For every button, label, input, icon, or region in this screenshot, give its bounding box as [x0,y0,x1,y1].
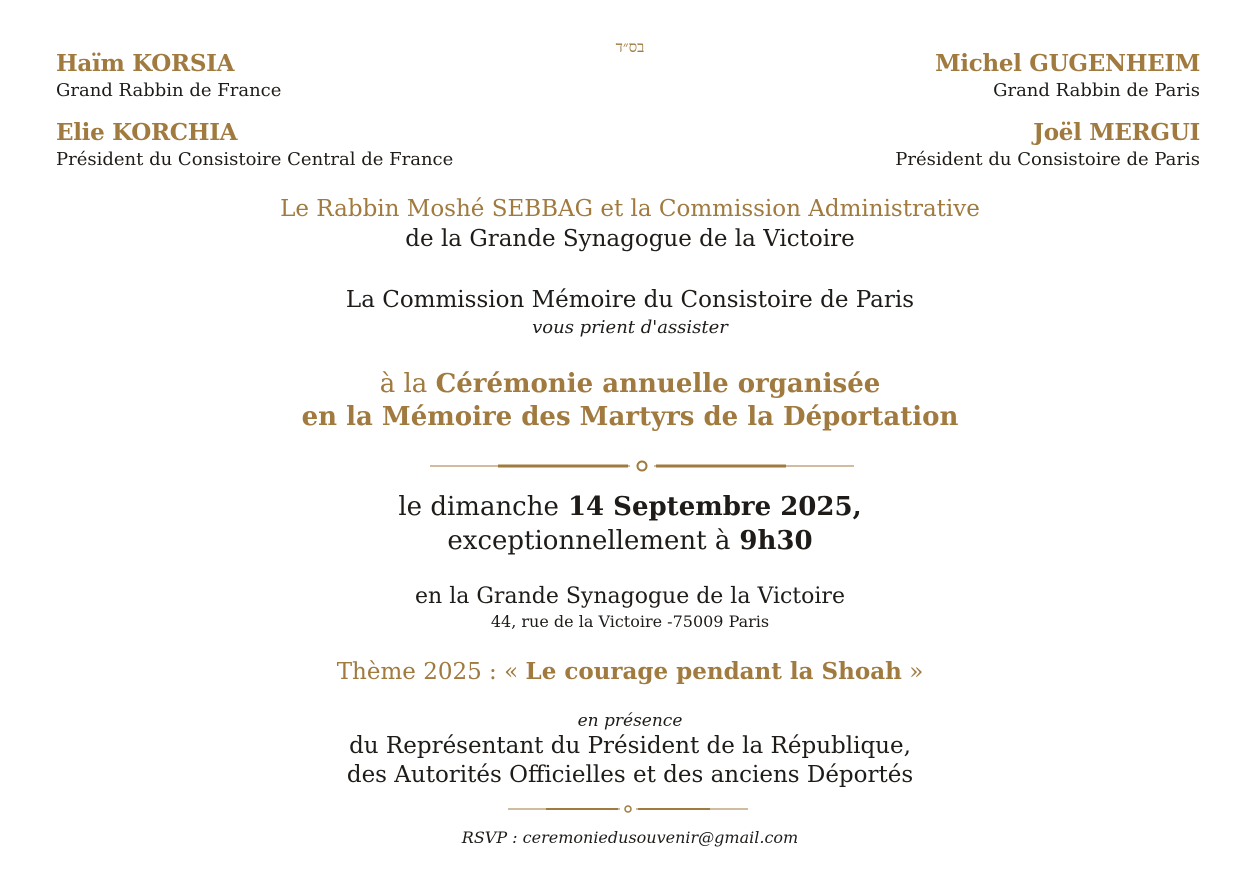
theme-line [0,658,1260,685]
date-prefix: le dimanche [398,492,559,522]
ceremony-title: Cérémonie annuelle organisée [435,369,881,399]
date-value: 14 Septembre 2025, [567,492,862,522]
date-line-1 [0,492,1260,522]
rsvp-contact[interactable]: RSVP : ceremoniedusouvenir@gmail.com [461,828,799,847]
date-line-2 [0,526,1260,556]
presence-line-1: du Représentant du Président de la République, [349,733,911,759]
venue-address: 44, rue de la Victoire -75009 Paris [490,612,770,631]
left-name-2: Elie KORCHIA [56,119,238,146]
ornament-divider-top [428,458,856,474]
time-prefix: exceptionnellement à [447,526,731,556]
left-role-2: Président du Consistoire Central de France [56,149,454,170]
ornament-divider-bottom [506,802,750,816]
hosts-line-1: Le Rabbin Moshé SEBBAG et la Commission Administrative [280,196,980,222]
ceremony-prefix: à la [379,369,428,399]
right-role-1: Grand Rabbin de Paris [993,80,1200,101]
theme-close-quote: » [909,659,924,685]
invite-text: vous prient d'assister [532,317,728,338]
venue-name: en la Grande Synagogue de la Victoire [415,584,845,609]
left-name-1: Haïm KORSIA [56,50,235,77]
presence-line-2: des Autorités Officielles et des anciens Déportés [346,762,914,788]
hebrew-mark: בס״ד [615,38,645,56]
right-role-2: Président du Consistoire de Paris [895,149,1200,170]
theme-label: Thème 2025 : [336,659,497,685]
time-value: 9h30 [739,526,813,556]
right-name-2: Joël MERGUI [1033,119,1200,146]
theme-open-quote: « [504,659,519,685]
theme-text: Le courage pendant la Shoah [525,658,902,685]
ceremony-line-1 [0,369,1260,399]
ceremony-line-2: en la Mémoire des Martyrs de la Déportation [301,402,959,432]
presence-intro: en présence [577,711,683,731]
left-role-1: Grand Rabbin de France [56,80,282,101]
hosts-line-3: La Commission Mémoire du Consistoire de Paris [345,287,915,313]
right-name-1: Michel GUGENHEIM [935,50,1200,77]
hosts-line-2: de la Grande Synagogue de la Victoire [405,226,855,252]
